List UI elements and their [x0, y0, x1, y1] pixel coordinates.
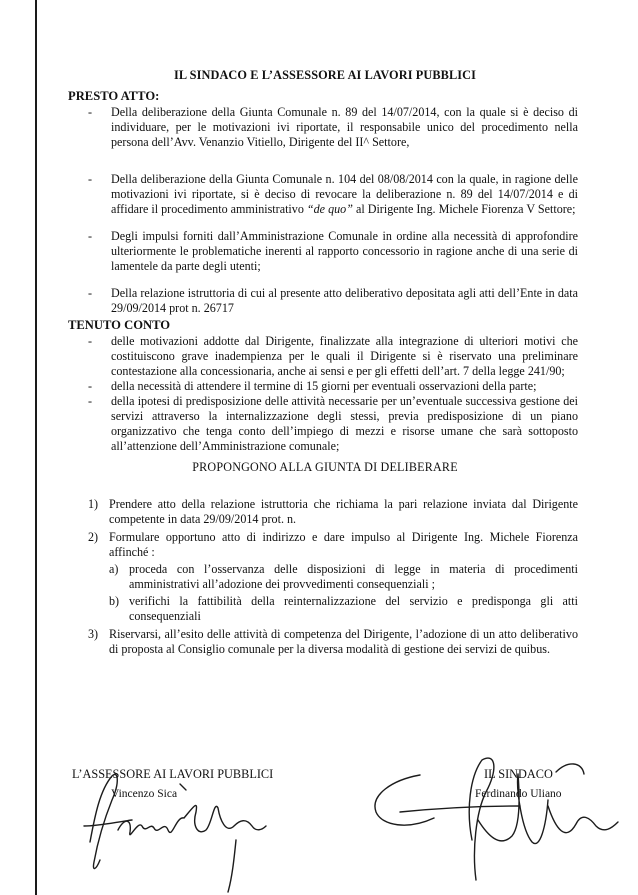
tenuto-conto-heading: TENUTO CONTO	[68, 318, 171, 332]
deliberation-points	[72, 497, 578, 657]
point-number: 1)	[88, 497, 99, 511]
list-item: - della necessità di attendere il termine di 15 giorni per eventuali osservazioni della parte;	[72, 379, 578, 394]
propongono-heading: PROPONGONO ALLA GIUNTA DI DELIBERARE	[192, 460, 458, 474]
sub-point-text: proceda con l’osservanza delle disposizioni di legge in materia di procedimenti amministrativi all’adozione dei provvedimenti consequenziali ;	[129, 562, 578, 591]
point-text: Prendere atto della relazione istruttoria che richiama la pari relazione inviata dal Dirigente competente in data 29/09/2014 prot. n.	[109, 497, 578, 526]
sub-point-letter: b)	[109, 594, 120, 608]
point-item	[72, 530, 578, 624]
assessore-title: L’ASSESSORE AI LAVORI PUBBLICI	[72, 767, 274, 781]
point-item	[72, 627, 578, 657]
presto-atto-heading: PRESTO ATTO:	[68, 89, 160, 103]
point-item	[72, 497, 578, 527]
assessore-signature-stroke	[118, 805, 266, 834]
list-item: - Della deliberazione della Giunta Comunale n. 89 del 14/07/2014, con la quale si è deciso di individuare, per le motivazioni ivi riportate, il responsabile unico del procedimento nella persona dell’Avv. Venanzio Vitiello, Dirigente del II^ Settore,	[72, 105, 578, 150]
list-item: - delle motivazioni addotte dal Dirigente, finalizzate alla integrazione di ulteriori motivi che costituiscono grave inadempienza per le quali il Dirigente si è riservato una preliminare contestazione alla concessionaria, anche ai sensi e per gli effetti dell’art. 7 della legge 241/90;	[72, 334, 578, 379]
sub-points	[109, 562, 578, 624]
assessore-signature-stroke	[84, 820, 132, 826]
scan-edge-line	[35, 0, 37, 895]
assessore-signature-stroke	[228, 840, 236, 892]
document-title: IL SINDACO E L’ASSESSORE AI LAVORI PUBBLICI	[173, 68, 477, 82]
sindaco-title: IL SINDACO	[484, 767, 553, 781]
sub-point-letter: a)	[109, 562, 119, 576]
sub-point-item	[109, 594, 578, 624]
sindaco-signature-stroke	[400, 806, 520, 812]
document-body	[68, 68, 578, 660]
sindaco-signature-stroke	[375, 775, 434, 825]
sindaco-name: Ferdinando Uliano	[475, 788, 562, 800]
list-item: - Degli impulsi forniti dall’Amministrazione Comunale in ordine alla necessità di approfondire ulteriormente le problematiche inerenti al rapporto concessorio in ragione anche di una serie di lamentele da parte degli utenti;	[72, 229, 578, 274]
point-text: Riservarsi, all’esito delle attività di competenza del Dirigente, l’adozione di un atto deliberativo di proposta al Consiglio comunale per la diversa modalità di gestione dei servizi de quibus.	[109, 627, 578, 656]
sub-point-text: verifichi la fattibilità della reinternalizzazione del servizio e predisponga gli atti consequenziali	[129, 594, 578, 623]
tenuto-conto-list	[72, 334, 578, 454]
quote-de-quo: “de quo”	[306, 202, 353, 216]
sub-point-item	[109, 562, 578, 592]
sindaco-signature-stroke	[478, 774, 548, 844]
assessore-name: Vincenzo Sica	[111, 788, 178, 800]
assessore-signature-block	[72, 767, 274, 800]
list-item: - della ipotesi di predisposizione delle attività necessarie per un’eventuale successiva gestione dei servizi attraverso la internalizzazione degli stessi, previa predisposizione di un piano organizzativo che tenga conto dell’impiego di mezzi e risorse umane che sarà sottoposto all’attenzione dell’Amministrazione comunale;	[72, 394, 578, 454]
point-number: 3)	[88, 627, 99, 641]
assessore-signature-stroke	[180, 784, 186, 790]
list-item: - Della relazione istruttoria di cui al presente atto deliberativo depositata agli atti dell’Ente in data 29/09/2014 prot n. 26717	[72, 286, 578, 316]
list-item: - Della deliberazione della Giunta Comunale n. 104 del 08/08/2014 con la quale, in ragione delle motivazioni ivi riportate, si è deciso di revocare la deliberazione n. 89 del 14/07/2014 e di affidare il procedimento amministrativo “de quo” al Dirigente Ing. Michele Fiorenza V Settore;	[72, 172, 578, 217]
sindaco-signature-stroke	[556, 764, 584, 774]
point-number: 2)	[88, 530, 99, 544]
point-text: Formulare opportuno atto di indirizzo e dare impulso al Dirigente Ing. Michele Fiorenza affinché :	[109, 530, 578, 559]
presto-atto-list	[72, 105, 578, 316]
sindaco-signature-stroke	[548, 806, 618, 833]
